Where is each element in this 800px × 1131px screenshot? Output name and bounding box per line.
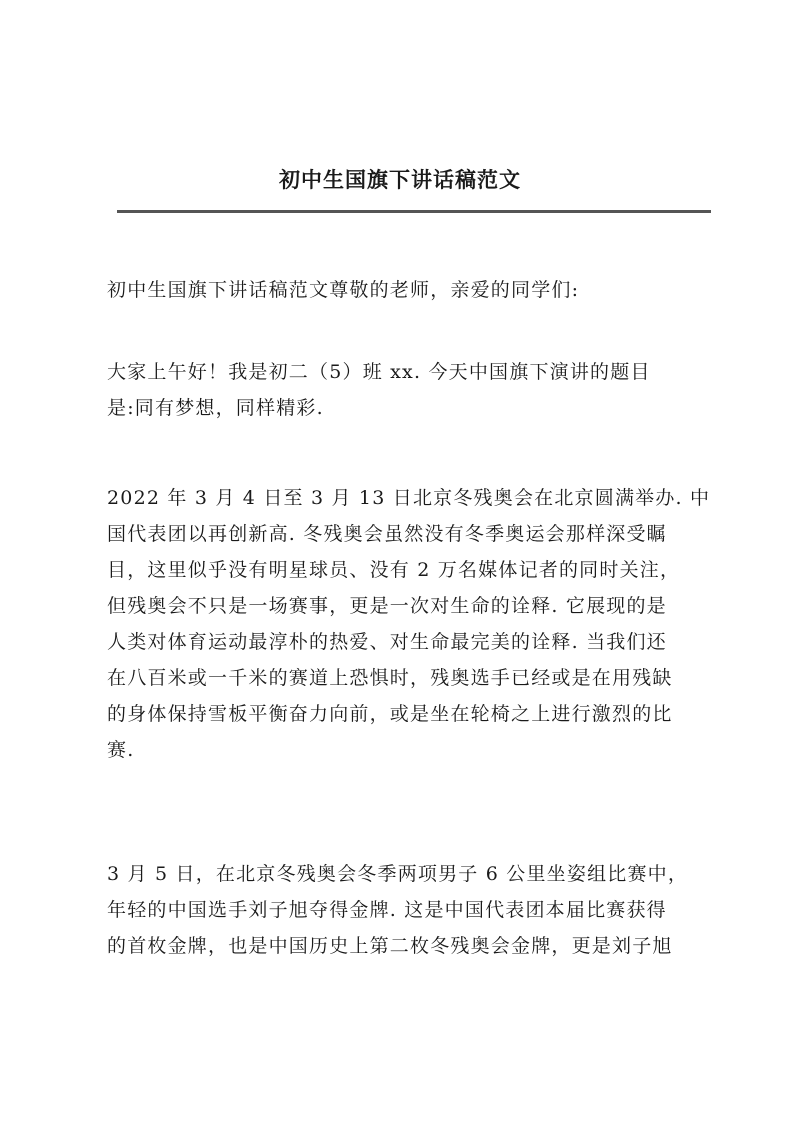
paragraph-line: 2022 年 3 月 4 日至 3 月 13 日北京冬残奥会在北京圆满举办. 中 [107, 487, 711, 509]
paragraph-line: 是:同有梦想，同样精彩. [107, 397, 324, 419]
paragraph-line: 3 月 5 日，在北京冬残奥会冬季两项男子 6 公里坐姿组比赛中， [107, 863, 689, 885]
paragraph-line: 年轻的中国选手刘子旭夺得金牌. 这是中国代表团本届比赛获得 [107, 899, 667, 921]
paragraph-line: 赛. [107, 739, 135, 761]
title-divider [117, 210, 711, 213]
paragraph-paralympics [107, 480, 715, 768]
paragraph-line: 人类对体育运动最淳朴的热爱、对生命最完美的诠释. 当我们还 [107, 631, 667, 653]
paragraph-line: 大家上午好！我是初二（5）班 xx. 今天中国旗下演讲的题目 [107, 361, 651, 383]
paragraph-line: 在八百米或一千米的赛道上恐惧时，残奥选手已经或是在用残缺 [107, 667, 673, 689]
paragraph-line: 初中生国旗下讲话稿范文尊敬的老师，亲爱的同学们: [107, 279, 580, 301]
paragraph-line: 国代表团以再创新高. 冬残奥会虽然没有冬季奥运会那样深受瞩 [107, 523, 667, 545]
paragraph-greeting [107, 272, 715, 308]
paragraph-line: 目，这里似乎没有明星球员、没有 2 万名媒体记者的同时关注， [107, 559, 681, 581]
paragraph-gold-medal [107, 856, 715, 964]
paragraph-line: 但残奥会不只是一场赛事，更是一次对生命的诠释. 它展现的是 [107, 595, 667, 617]
paragraph-intro [107, 354, 715, 426]
document-title: 初中生国旗下讲话稿范文 [279, 167, 521, 192]
paragraph-line: 的首枚金牌，也是中国历史上第二枚冬残奥会金牌，更是刘子旭 [107, 935, 673, 957]
paragraph-line: 的身体保持雪板平衡奋力向前，或是坐在轮椅之上进行激烈的比 [107, 703, 673, 725]
